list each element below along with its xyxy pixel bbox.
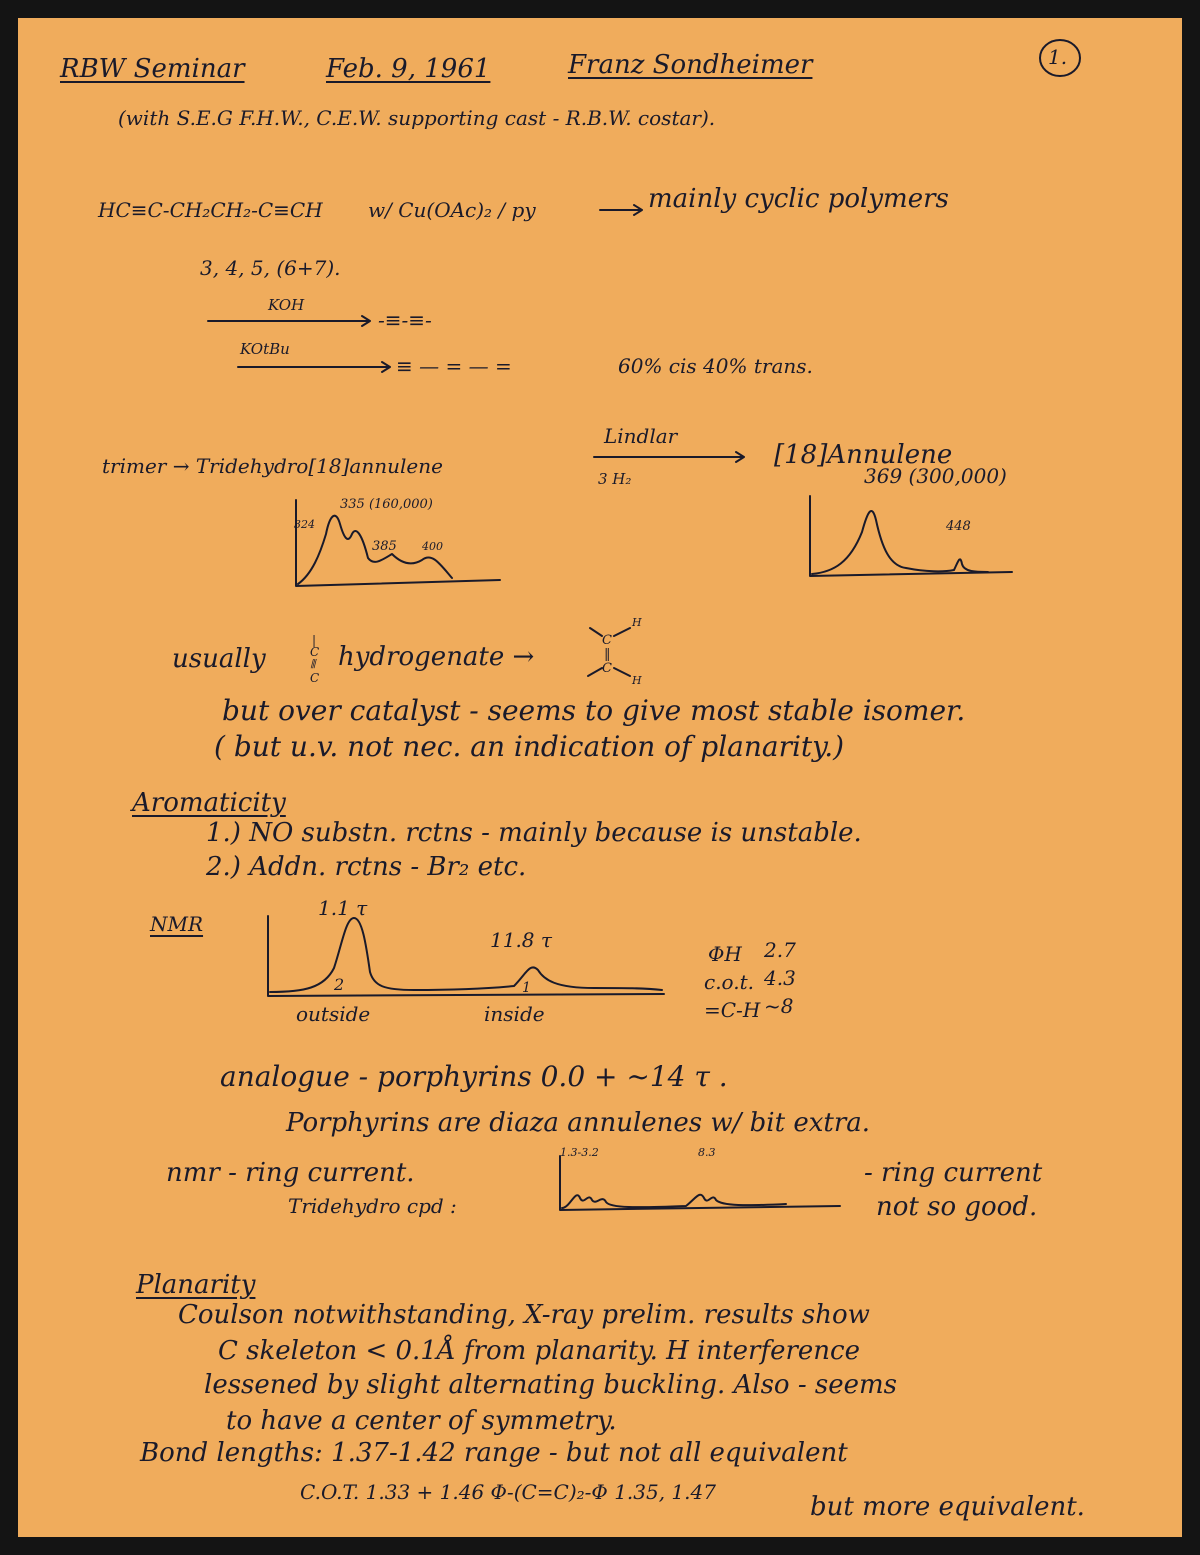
svg-text:C: C: [602, 633, 612, 648]
nmr-table-value: 4.3: [764, 966, 796, 990]
nmr-spectrum: [264, 914, 684, 1004]
svg-text:‖: ‖: [604, 647, 611, 662]
ring-sizes: 3, 4, 5, (6+7).: [200, 256, 341, 280]
nmr-table-value: 2.7: [764, 938, 796, 962]
reactant-formula: HC≡C-CH₂CH₂-C≡CH: [98, 198, 323, 222]
porphyrin-line: Porphyrins are diaza annulenes w/ bit extra.: [286, 1108, 871, 1138]
bond-lengths: Bond lengths: 1.37-1.42 range - but not all equivalent: [140, 1438, 848, 1468]
annulene-product: [18]Annulene: [774, 440, 953, 470]
spectrum2-label: 369 (300,000): [864, 464, 1007, 488]
inside-label: inside: [484, 1002, 545, 1026]
kotbu-arrow-icon: [236, 360, 396, 374]
cot-comparison: C.O.T. 1.33 + 1.46 Φ-(C=C)₂-Φ 1.35, 1.47: [300, 1480, 716, 1504]
alkyne-structure-icon: [304, 632, 334, 688]
page-number: 1.: [1048, 45, 1068, 69]
nmr-ring-current: nmr - ring current.: [166, 1158, 415, 1188]
hydrogenate-label: hydrogenate →: [338, 642, 535, 672]
nmr-peak2-integral: 1: [522, 980, 531, 996]
seminar-title: RBW Seminar: [60, 54, 245, 84]
uv-spectrum-tridehydro: [292, 494, 512, 604]
koh-arrow-icon: [206, 314, 376, 328]
uv-spectrum-annulene: [806, 492, 1026, 582]
svg-text:C: C: [602, 661, 612, 676]
tridehydro-nmr-spectrum: [556, 1148, 846, 1218]
cast-note: (with S.E.G F.H.W., C.E.W. supporting cast - R.B.W. costar).: [118, 106, 716, 130]
koh-label: KOH: [268, 296, 305, 314]
hydrogenation-arrow-icon: [592, 450, 752, 464]
kotbu-label: KOtBu: [240, 340, 290, 358]
usually-label: usually: [172, 644, 266, 674]
analogue-line: analogue - porphyrins 0.0 + ~14 τ .: [220, 1060, 728, 1093]
aromaticity-heading: Aromaticity: [132, 788, 286, 818]
trimer-line: trimer → Tridehydro[18]annulene: [102, 454, 443, 478]
spectrum1-label: 400: [422, 540, 443, 553]
kotbu-product: ≡ — = — =: [396, 354, 512, 378]
nmr-peak2-shift: 11.8 τ: [490, 928, 552, 952]
aromaticity-item-2: 2.) Addn. rctns - Br₂ etc.: [206, 852, 527, 882]
spectrum1-label: 385: [372, 539, 397, 554]
svg-text:|: |: [312, 633, 317, 647]
koh-product: -≡-≡-: [378, 308, 432, 332]
planarity-line: lessened by slight alternating buckling. Also - seems: [204, 1370, 897, 1400]
not-so-good: not so good.: [876, 1192, 1038, 1222]
planarity-line: to have a center of symmetry.: [226, 1406, 617, 1436]
spectrum1-label: 335 (160,000): [340, 497, 433, 512]
speaker-name: Franz Sondheimer: [568, 50, 813, 80]
svg-text:C: C: [310, 671, 320, 685]
nmr-table-value: ~8: [764, 994, 794, 1018]
svg-text:⦀: ⦀: [310, 657, 316, 671]
more-equivalent: but more equivalent.: [810, 1492, 1085, 1522]
nmr-peak1-shift: 1.1 τ: [318, 896, 368, 920]
coupling-reagent: w/ Cu(OAc)₂ / py: [368, 198, 536, 222]
tridehydro-label: Tridehydro cpd :: [288, 1194, 457, 1218]
svg-text:C: C: [310, 645, 320, 659]
spectrum1-label: 324: [294, 518, 315, 531]
planarity-line: C skeleton < 0.1Å from planarity. H interference: [218, 1336, 860, 1366]
planarity-heading: Planarity: [136, 1270, 256, 1300]
uv-note: ( but u.v. not nec. an indication of planarity.): [214, 730, 845, 763]
nmr-peak1-integral: 2: [334, 975, 345, 994]
outside-label: outside: [296, 1002, 371, 1026]
svg-text:H: H: [632, 616, 642, 629]
spectrum2-label: 448: [946, 519, 971, 534]
catalyst-note: but over catalyst - seems to give most stable isomer.: [222, 694, 966, 727]
notebook-page: [18, 18, 1182, 1537]
cyclic-product: mainly cyclic polymers: [648, 184, 949, 214]
planarity-line: Coulson notwithstanding, X-ray prelim. results show: [178, 1300, 870, 1330]
tridehydro-spectrum-label: 8.3: [698, 1146, 716, 1159]
ring-current-conclusion: - ring current: [864, 1158, 1043, 1188]
isomer-ratio: 60% cis 40% trans.: [618, 354, 813, 378]
svg-text:H: H: [632, 674, 642, 687]
seminar-date: Feb. 9, 1961: [326, 54, 491, 84]
cis-alkene-structure-icon: [578, 614, 678, 687]
nmr-table-compound: ΦH: [708, 942, 742, 966]
lindlar-label: Lindlar: [604, 424, 678, 448]
nmr-heading: NMR: [150, 912, 204, 936]
tridehydro-spectrum-label: 1.3-3.2: [560, 1146, 599, 1159]
nmr-table-compound: c.o.t.: [704, 970, 754, 994]
h2-label: 3 H₂: [598, 470, 632, 488]
arrow-icon: [598, 203, 648, 217]
nmr-table-compound: =C-H: [704, 998, 761, 1022]
aromaticity-item-1: 1.) NO substn. rctns - mainly because is unstable.: [206, 818, 862, 848]
